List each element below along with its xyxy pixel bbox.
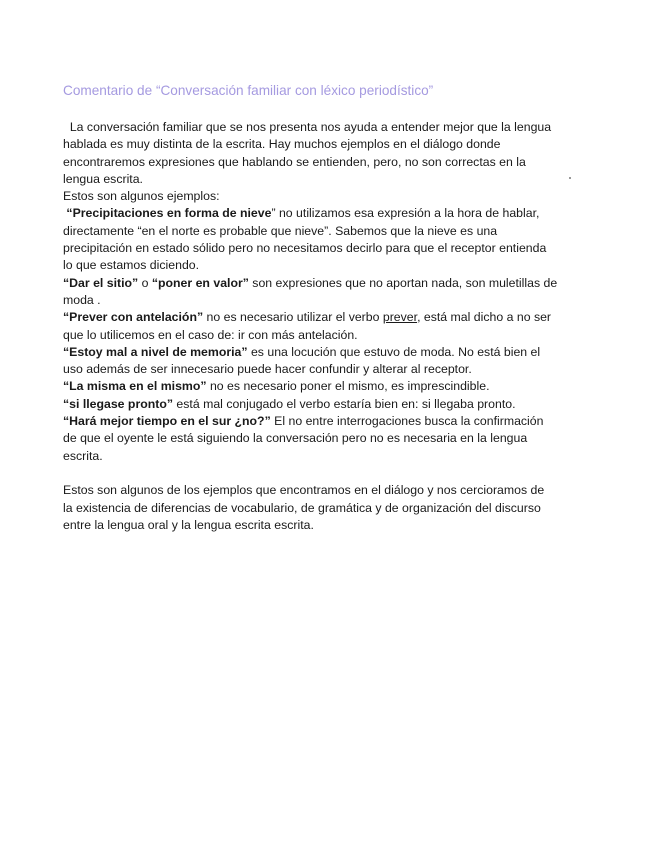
example-item: [63, 309, 593, 344]
document-title: Comentario de “Conversación familiar con léxico periodístico”: [63, 83, 434, 98]
example-comment: no es necesario poner el mismo, es imprescindible.: [206, 379, 490, 394]
text-line: [63, 397, 516, 411]
example-item: [63, 413, 593, 465]
example-comment: está mal conjugado el verbo estaría bien en: si llegaba pronto.: [173, 396, 516, 411]
text-line: lo que estamos diciendo.: [63, 258, 200, 273]
text-line: [63, 345, 540, 359]
text-line: lengua escrita.: [63, 171, 143, 186]
underlined-word: prever: [382, 310, 418, 325]
example-phrase: “Dar el sitio”: [63, 275, 139, 290]
text-line: uso además de ser innecesario puede hacer confundir y alterar al receptor.: [63, 362, 472, 377]
example-phrase: “Precipitaciones en forma de nieve: [66, 206, 272, 221]
example-comment: no es necesario utilizar el verbo: [203, 310, 383, 325]
stray-mark: [569, 177, 571, 179]
document-body: [63, 119, 593, 534]
text-line: [63, 379, 490, 393]
conclusion-paragraph: [63, 482, 593, 534]
connector: o: [138, 275, 152, 290]
example-phrase: “poner en valor”: [151, 275, 249, 290]
example-comment: ” no utilizamos esa expresión a la hora de hablar,: [271, 206, 540, 221]
example-item: [63, 275, 593, 310]
example-comment: El no entre interrogaciones busca la confirmación: [270, 414, 544, 429]
text-line: Estos son algunos de los ejemplos que encontramos en el diálogo y nos cercioramos de: [63, 483, 545, 498]
example-phrase: “La misma en el mismo”: [63, 379, 207, 394]
text-line: que lo utilicemos en el caso de: ir con más antelación.: [63, 327, 358, 342]
text-line: [63, 414, 543, 428]
text-line: directamente “en el norte es probable que nieve”. Sabemos que la nieve es una: [63, 223, 498, 238]
example-comment: , está mal dicho a no ser: [417, 310, 552, 325]
paragraph-spacer: [63, 465, 593, 482]
example-phrase: “Prever con antelación”: [63, 310, 204, 325]
example-item: [63, 205, 593, 274]
text-line: encontraremos expresiones que hablando se entienden, pero, no son correctas en la: [63, 154, 526, 169]
intro-paragraph: [63, 119, 593, 188]
text-line: [63, 310, 551, 324]
text-line: [63, 276, 557, 290]
text-line: hablada es muy distinta de la escrita. Hay muchos ejemplos en el diálogo donde: [63, 137, 501, 152]
example-item: [63, 396, 593, 413]
example-comment: es una locución que estuvo de moda. No está bien el: [247, 344, 541, 359]
example-phrase: “Hará mejor tiempo en el sur ¿no?”: [63, 414, 271, 429]
example-comment: son expresiones que no aportan nada, son muletillas de: [248, 275, 558, 290]
text-line: [63, 206, 539, 220]
text-line: escrita.: [63, 448, 103, 463]
text-line: precipitación en estado sólido pero no necesitamos decirlo para que el receptor entienda: [63, 241, 547, 256]
text-line: la existencia de diferencias de vocabulario, de gramática y de organización del discurso: [63, 500, 541, 515]
example-item: [63, 378, 593, 395]
example-phrase: “si llegase pronto”: [63, 396, 174, 411]
example-item: [63, 344, 593, 379]
text-line: de que el oyente le está siguiendo la conversación pero no es necesaria en la lengua: [63, 431, 528, 446]
text-line: La conversación familiar que se nos presenta nos ayuda a entender mejor que la lengua: [63, 120, 552, 134]
example-phrase: “Estoy mal a nivel de memoria”: [63, 344, 248, 359]
examples-intro: Estos son algunos ejemplos:: [63, 189, 220, 204]
text-line: entre la lengua oral y la lengua escrita escrita.: [63, 517, 314, 532]
text-line: moda .: [63, 292, 101, 307]
